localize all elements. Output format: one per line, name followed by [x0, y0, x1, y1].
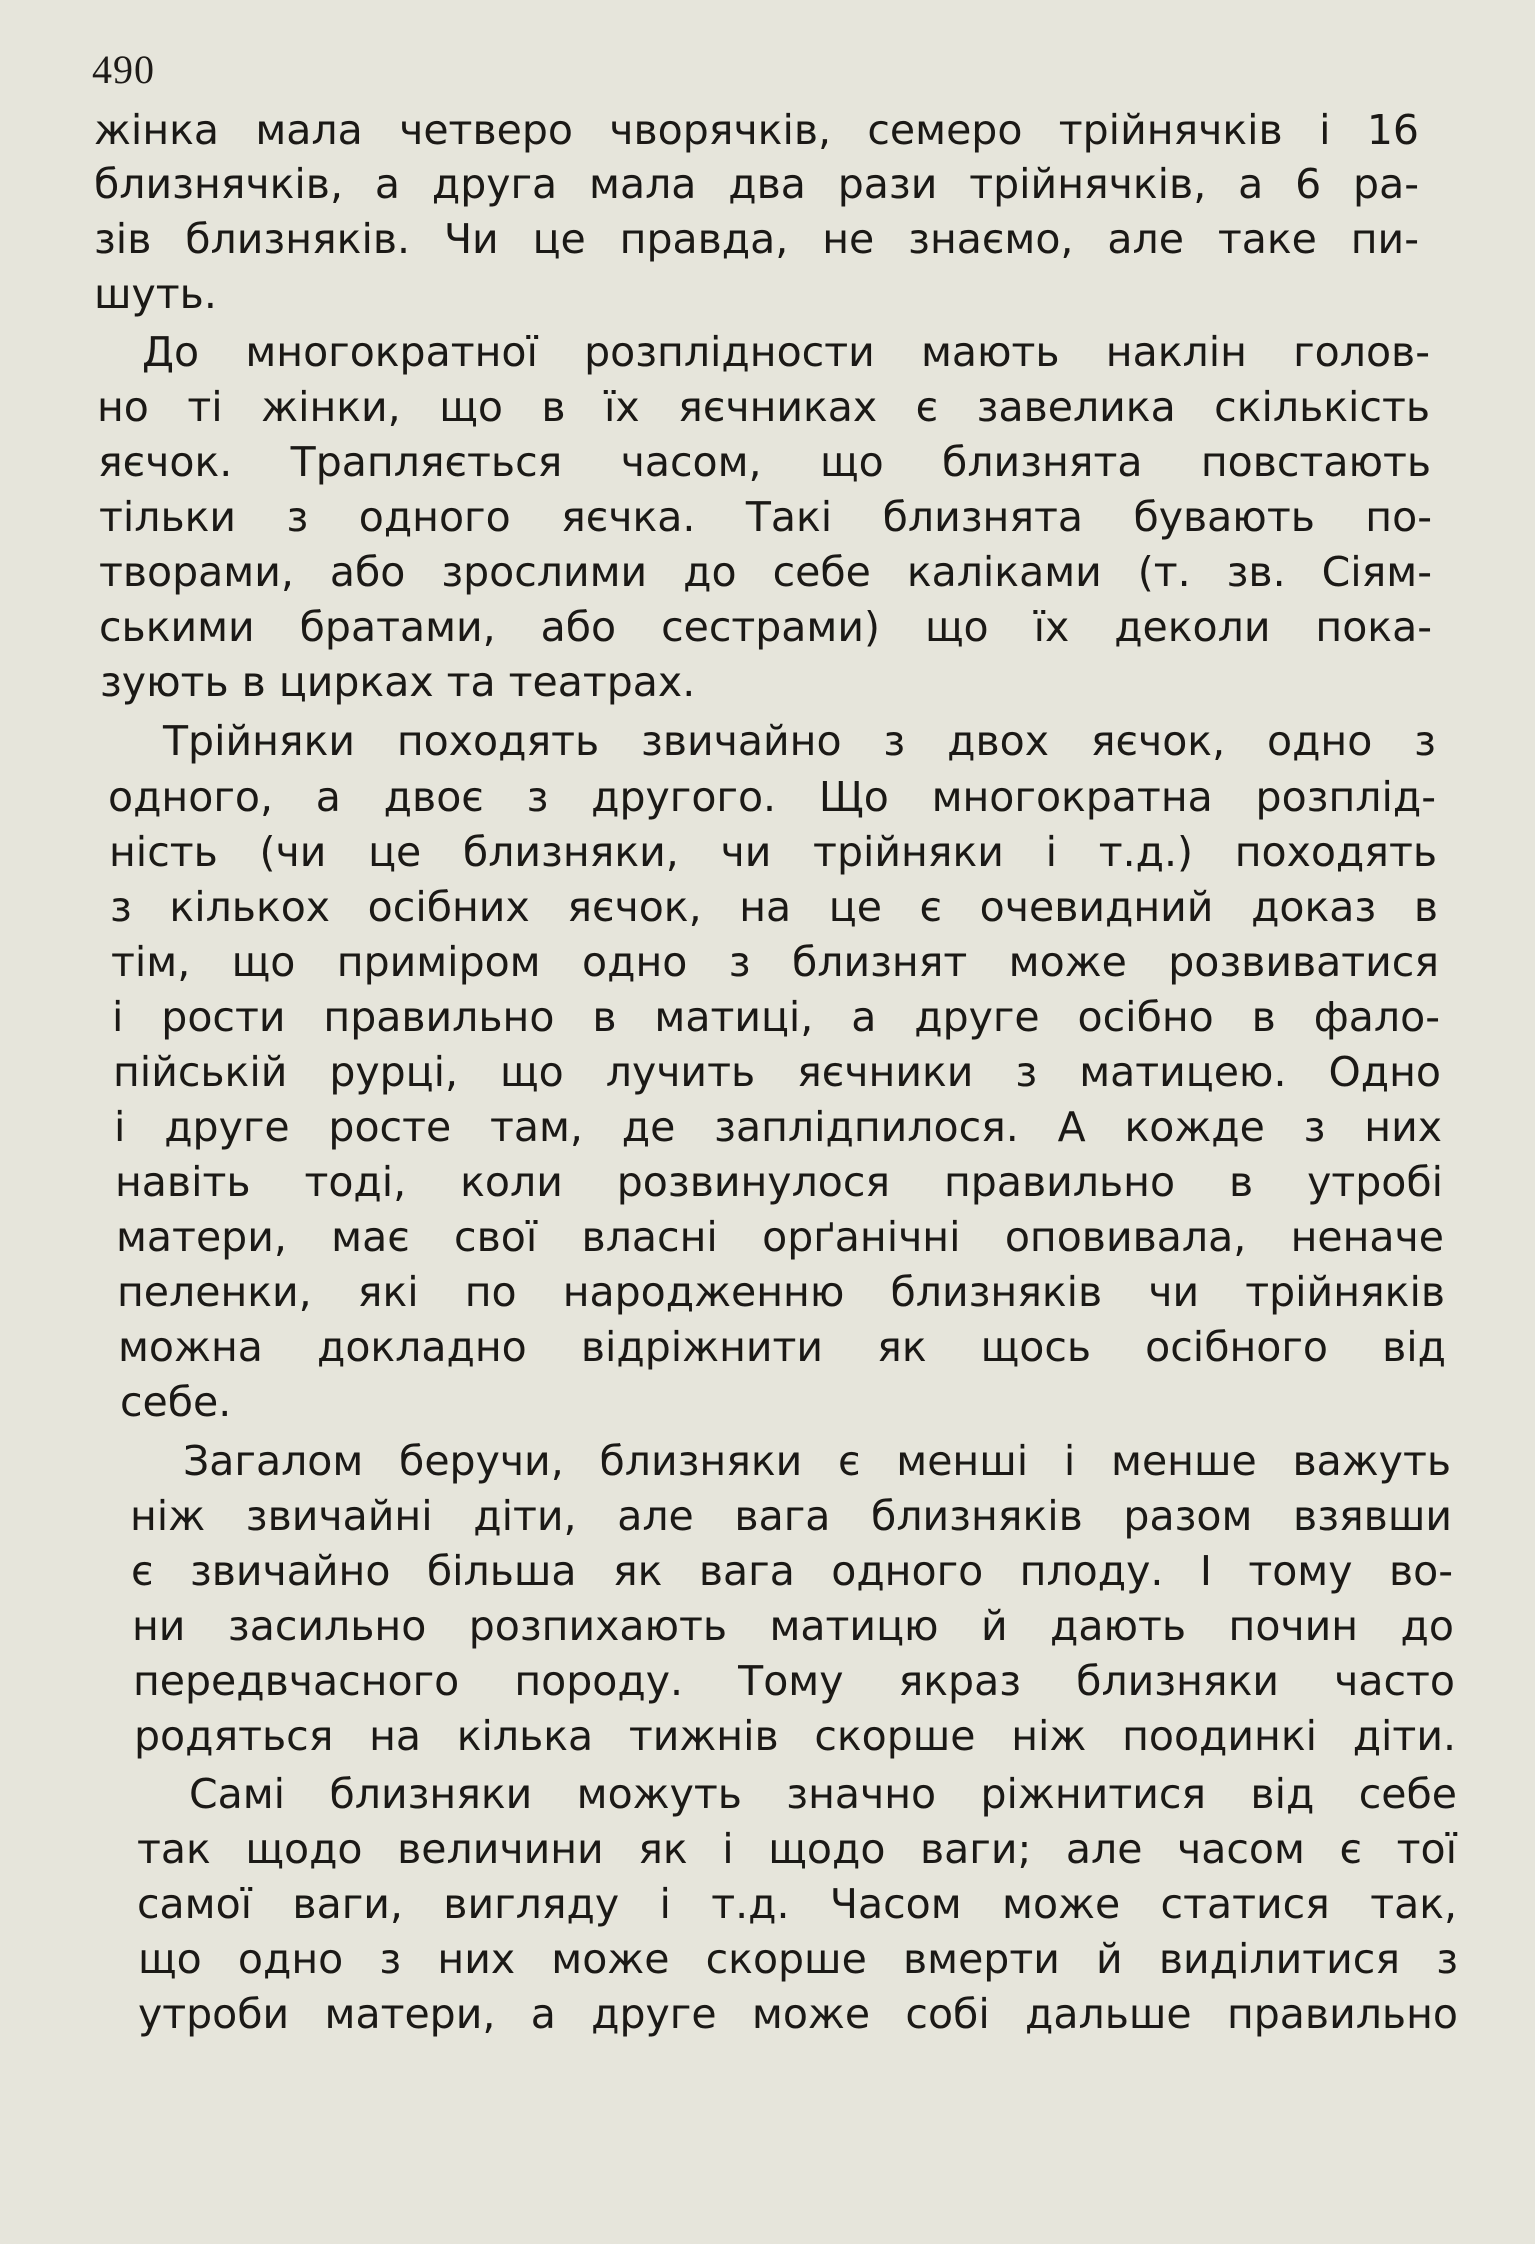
text-line: ськими братами, або сестрами) що їх деколи пока- [99, 603, 1432, 651]
text-line: но ті жінки, що в їх яєчниках є завелика скількість [97, 383, 1430, 431]
text-line: Самі близняки можуть значно ріжнитися від себе [189, 1770, 1457, 1818]
text-line: ність (чи це близняки, чи трійняки і т.д.) походять [109, 828, 1437, 876]
text-line: родяться на кілька тижнів скорше ніж поодинкі діти. [134, 1712, 1456, 1760]
text-line: жінка мала четверо чворячків, семеро трійнячків і 16 [94, 106, 1419, 154]
text-line: передвчасного породу. Тому якраз близняки часто [133, 1657, 1455, 1705]
text-line: пійській рурці, що лучить яєчники з матицею. Одно [113, 1048, 1441, 1096]
text-line: тільки з одного яєчка. Такі близнята бувають по- [99, 493, 1432, 541]
page-number: 490 [92, 47, 155, 92]
text-line: одного, а двоє з другого. Що многократна розплід- [108, 773, 1436, 821]
text-line: зів близняків. Чи це правда, не знаємо, але таке пи- [94, 215, 1419, 263]
text-line: творами, або зрослими до себе каліками (т. зв. Сіям- [99, 548, 1432, 596]
text-line: самої ваги, вигляду і т.д. Часом може статися так, [137, 1880, 1457, 1928]
text-line: що одно з них може скорше вмерти й виділитися з [138, 1935, 1458, 1983]
text-line: матери, має свої власні орґанічні оповивала, неначе [116, 1213, 1444, 1261]
text-line: тім, що приміром одно з близнят може розвиватися [111, 938, 1439, 986]
text-line: з кількох осібних яєчок, на це є очевидний доказ в [110, 883, 1438, 931]
text-line: шуть. [94, 270, 217, 318]
text-line: ни засильно розпихають матицю й дають почин до [132, 1602, 1454, 1650]
text-line: так щодо величини як і щодо ваги; але часом є тої [137, 1825, 1457, 1873]
text-line: утроби матери, а друге може собі дальше правильно [138, 1990, 1458, 2038]
text-line: близнячків, а друга мала два рази трійнячків, а 6 ра- [94, 160, 1419, 208]
text-line: Трійняки походять звичайно з двох яєчок, одно з [163, 717, 1436, 765]
text-line: є звичайно більша як вага одного плоду. І тому во- [131, 1547, 1453, 1595]
text-line: До многократної розплідности мають наклін голов- [142, 328, 1430, 376]
text-line: зують в цирках та театрах. [100, 658, 696, 706]
text-line: ніж звичайні діти, але вага близняків разом взявши [130, 1492, 1452, 1540]
text-line: і друге росте там, де заплідпилося. А кожде з них [114, 1103, 1442, 1151]
text-line: яєчок. Трапляється часом, що близнята повстають [98, 438, 1431, 486]
text-line: навіть тоді, коли розвинулося правильно в утробі [115, 1158, 1443, 1206]
text-line: Загалом беручи, близняки є менші і менше важуть [183, 1437, 1451, 1485]
text-line: себе. [120, 1378, 232, 1426]
text-line: пеленки, які по народженню близняків чи трійняків [117, 1268, 1445, 1316]
text-line: можна докладно відріжнити як щось осібного від [118, 1323, 1446, 1371]
text-line: і рости правильно в матиці, а друге осібно в фало- [112, 993, 1440, 1041]
